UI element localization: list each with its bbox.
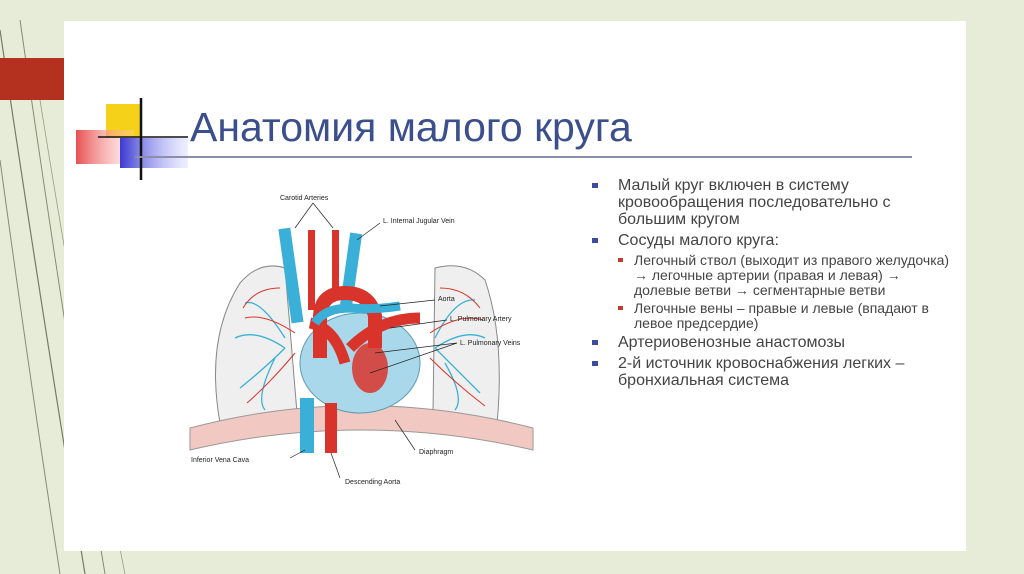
inferior-vena-cava bbox=[300, 398, 314, 453]
label-jugular: L. Internal Jugular Vein bbox=[383, 218, 455, 225]
label-pulmonary-veins: L. Pulmonary Veins bbox=[460, 340, 521, 347]
bullet-list bbox=[588, 177, 950, 393]
page-title: Анатомия малого круга bbox=[190, 104, 632, 150]
pulmonary-circulation-diagram bbox=[185, 188, 565, 498]
sub-bullet-marker-icon bbox=[618, 258, 623, 262]
bullet-item: Малый круг включен в систему кровообращения последовательно с большим кругом bbox=[588, 177, 950, 228]
label-aorta: Aorta bbox=[438, 296, 455, 303]
bullet-item: Сосуды малого круга: bbox=[588, 232, 950, 249]
logo-squares-icon bbox=[76, 98, 188, 180]
bullet-marker-icon bbox=[592, 361, 598, 366]
descending-aorta bbox=[325, 403, 337, 453]
bullet-item: Артериовенозные анастомозы bbox=[588, 334, 950, 351]
label-pulmonary-artery: L. Pulmonary Artery bbox=[450, 316, 512, 323]
label-descending-aorta: Descending Aorta bbox=[345, 479, 401, 486]
label-diaphragm: Diaphragm bbox=[419, 449, 454, 456]
label-carotid: Carotid Arteries bbox=[280, 195, 329, 202]
bullet-marker-icon bbox=[592, 238, 598, 243]
sub-bullet-item: Легочные вены – правые и левые (впадают в левое предсердие) bbox=[588, 301, 950, 331]
bullet-marker-icon bbox=[592, 340, 598, 345]
right-lung bbox=[216, 266, 298, 424]
sub-bullet-item: Легочный ствол (выходит из правого желудочка) → легочные артерии (правая и левая) → долевые ветви → сегментарные ветви bbox=[588, 253, 950, 298]
title-divider bbox=[135, 156, 912, 158]
label-ivc: Inferior Vena Cava bbox=[191, 457, 249, 464]
accent-tab bbox=[0, 58, 64, 100]
bullet-item: 2-й источник кровоснабжения легких – бронхиальная система bbox=[588, 355, 950, 389]
sub-bullet-marker-icon bbox=[618, 306, 623, 310]
bullet-marker-icon bbox=[592, 183, 598, 188]
